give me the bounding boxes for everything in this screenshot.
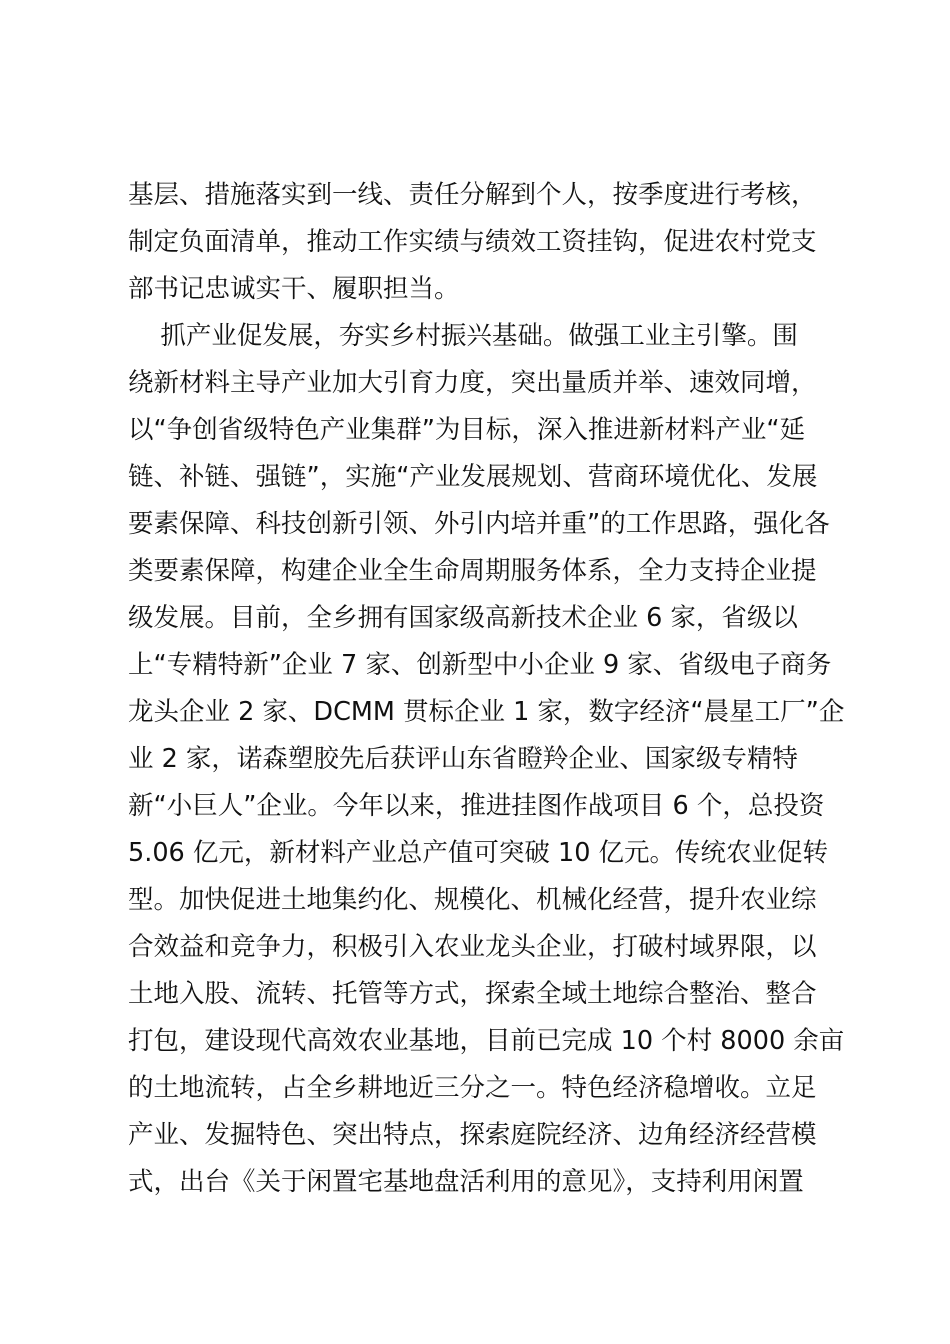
text-line: 合效益和竞争力，积极引入农业龙头企业，打破村域界限，以 (128, 932, 817, 962)
text-line: 以“争创省级特色产业集群”为目标，深入推进新材料产业“延 (128, 415, 806, 445)
text-line: 土地入股、流转、托管等方式，探索全域土地综合整治、整合 (128, 979, 817, 1009)
text-line: 新“小巨人”企业。今年以来，推进挂图作战项目 6 个，总投资 (128, 791, 825, 821)
text-line: 式，出台《关于闲置宅基地盘活利用的意见》，支持利用闲置 (128, 1167, 804, 1197)
text-line: 龙头企业 2 家、DCMM 贯标企业 1 家，数字经济“晨星工厂”企 (128, 697, 845, 727)
text-line: 5.06 亿元，新材料产业总产值可突破 10 亿元。传统农业促转 (128, 838, 829, 868)
text-line: 级发展。目前，全乡拥有国家级高新技术企业 6 家，省级以 (128, 603, 798, 633)
text-line: 绕新材料主导产业加大引育力度，突出量质并举、速效同增， (128, 368, 817, 398)
text-line: 的土地流转，占全乡耕地近三分之一。特色经济稳增收。立足 (128, 1073, 817, 1103)
text-line: 业 2 家，诺森塑胶先后获评山东省瞪羚企业、国家级专精特 (128, 744, 798, 774)
text-line: 制定负面清单，推动工作实绩与绩效工资挂钩，促进农村党支 (128, 227, 817, 257)
text-line: 上“专精特新”企业 7 家、创新型中小企业 9 家、省级电子商务 (128, 650, 832, 680)
text-line: 打包，建设现代高效农业基地，目前已完成 10 个村 8000 余亩 (128, 1026, 845, 1056)
text-line: 要素保障、科技创新引领、外引内培并重”的工作思路，强化各 (128, 509, 830, 539)
text-line: 部书记忠诚实干、履职担当。 (128, 274, 460, 304)
body-text (128, 172, 845, 1206)
text-line: 链、补链、强链”，实施“产业发展规划、营商环境优化、发展 (128, 462, 818, 492)
text-line: 抓产业促发展，夯实乡村振兴基础。做强工业主引擎。围 (128, 321, 798, 351)
text-line: 型。加快促进土地集约化、规模化、机械化经营，提升农业综 (128, 885, 817, 915)
text-line: 类要素保障，构建企业全生命周期服务体系，全力支持企业提 (128, 556, 817, 586)
text-line: 基层、措施落实到一线、责任分解到个人，按季度进行考核， (128, 180, 817, 210)
text-line: 产业、发掘特色、突出特点，探索庭院经济、边角经济经营模 (128, 1120, 817, 1150)
